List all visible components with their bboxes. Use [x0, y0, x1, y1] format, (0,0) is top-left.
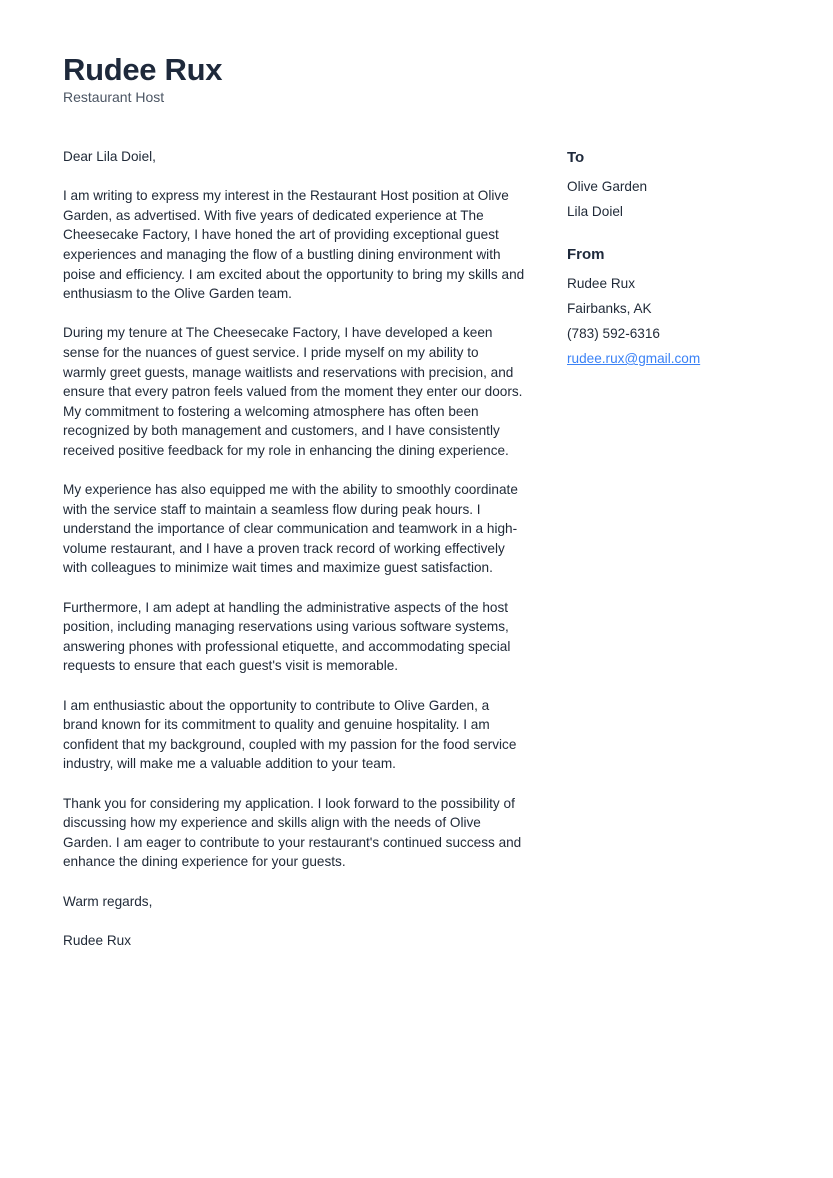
from-section — [567, 245, 797, 371]
job-title: Restaurant Host — [63, 89, 165, 105]
sender-email-link[interactable]: rudee.rux@gmail.com — [567, 351, 701, 366]
from-heading: From — [567, 246, 605, 263]
letter-paragraph: My experience has also equipped me with the ability to smoothly coordinate with the service staff to maintain a seamless flow during peak hours. I understand the importance of clear communication and teamwork in a high-volume restaurant, and I have a proven track record of working effectively with colleagues to minimize wait times and maximize guest satisfaction. — [63, 482, 518, 576]
applicant-name: Rudee Rux — [63, 52, 223, 87]
sender-phone: (783) 592-6316 — [567, 326, 660, 341]
letter-paragraph: I am writing to express my interest in the Restaurant Host position at Olive Garden, as advertised. With five years of dedicated experience at The Cheesecake Factory, I have honed the art of providing exceptional guest experiences and managing the flow of a bustling dining environment with poise and efficiency. I am excited about the opportunity to bring my skills and enthusiasm to the Olive Garden team. — [63, 188, 525, 302]
greeting: Dear Lila Doiel, — [63, 149, 156, 164]
letter-paragraph: Furthermore, I am adept at handling the administrative aspects of the host position, including managing reservations using various software systems, answering phones with professional etiquette, and accommodating special requests to ensure that each guest's visit is memorable. — [63, 599, 511, 674]
recipient-name: Lila Doiel — [567, 204, 623, 219]
recipient-company: Olive Garden — [567, 179, 648, 194]
to-heading: To — [567, 149, 585, 166]
letter-paragraph: I am enthusiastic about the opportunity to contribute to Olive Garden, a brand known for its commitment to quality and genuine hospitality. I am confident that my background, coupled with my passion for the food service industry, will make me a valuable addition to your team. — [63, 697, 517, 772]
letter-body — [63, 147, 525, 970]
signature: Rudee Rux — [63, 932, 132, 948]
header — [63, 52, 222, 106]
letter-paragraph: Thank you for considering my application. I look forward to the possibility of discussing how my experience and skills align with the needs of Olive Garden. I am eager to contribute to your restaurant's continued success and enhance the dining experience for your guests. — [63, 795, 522, 870]
to-section — [567, 148, 797, 224]
sender-email-row — [567, 346, 797, 371]
letter-paragraph: During my tenure at The Cheesecake Factory, I have developed a keen sense for the nuances of guest service. I pride myself on my ability to warmly greet guests, manage waitlists and reservations with precision, and ensure that every patron feels valued from the moment they enter our doors. My commitment to fostering a welcoming atmosphere has often been recognized by both management and customers, and I have consistently received positive feedback for my role in enhancing the dining experience. — [63, 325, 523, 458]
contact-sidebar — [567, 148, 797, 392]
sender-location: Fairbanks, AK — [567, 301, 652, 316]
closing: Warm regards, — [63, 893, 153, 909]
sender-name: Rudee Rux — [567, 276, 636, 291]
